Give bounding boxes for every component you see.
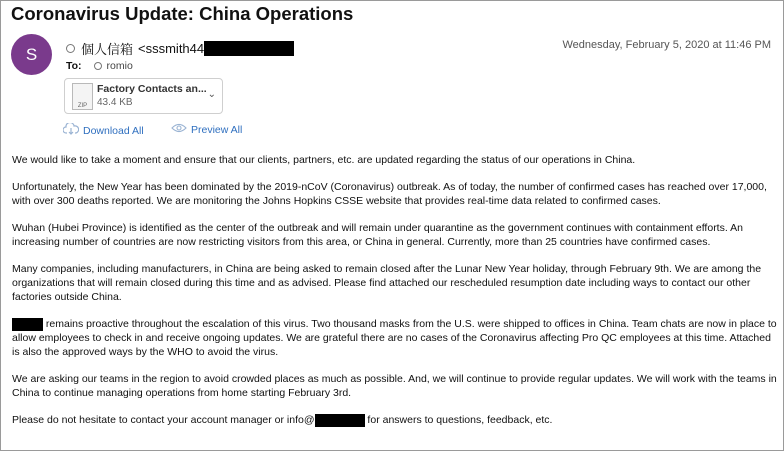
attachment-size: 43.4 KB [97, 97, 133, 108]
body-paragraph-5-text: remains proactive throughout the escalation of this virus. Two thousand masks from the U.S. were shipped to offices in China. Team chats are now in place to allow employees to check in and receive ongoing updates. We are grateful there are no cases of the Coronavirus affecting Pro QC employees at this time. Attached is also the approved ways by the WHO to avoid the virus. [12, 318, 777, 358]
preview-all-label: Preview All [191, 123, 243, 136]
body-paragraph-7-start: Please do not hesitate to contact your account manager or info@ [12, 414, 315, 426]
body-paragraph-3: Wuhan (Hubei Province) is identified as the center of the outbreak and will remain under quarantine as the government continues with containment efforts. An increasing number of countries are now restricting visitors from this area, or China in general. Currently, more than 25 countries have confirmed cases. [12, 222, 743, 248]
body-paragraph-7 [12, 413, 777, 427]
attachment-name: Factory Contacts an... [97, 83, 207, 95]
preview-all-button[interactable] [171, 123, 242, 136]
sender-avatar[interactable] [11, 34, 52, 75]
avatar-initial: S [25, 44, 38, 64]
body-paragraph-2: Unfortunately, the New Year has been dominated by the 2019-nCoV (Coronavirus) outbreak. As of today, the number of confirmed cases has reached over 17,000, with over 300 deaths reported. We are monitoring the Johns Hopkins CSSE website that provides real-time data related to confirmed cases. [12, 181, 767, 207]
zip-file-icon [72, 83, 93, 110]
body-paragraph-6: We are asking our teams in the region to avoid crowded places as much as possible. And, we will continue to provide regular updates. We will work with the teams in China to continue managing operations from home starting February 3rd. [12, 373, 777, 399]
chevron-down-icon[interactable]: ⌄ [207, 89, 216, 100]
redacted-email-domain [315, 414, 365, 427]
recipient-status-dot [94, 62, 102, 70]
email-body [12, 153, 777, 440]
sender-name: 個人信箱 [81, 42, 134, 57]
body-paragraph-5 [12, 317, 777, 359]
body-paragraph-4: Many companies, including manufacturers, in China are being asked to remain closed after the Lunar New Year holiday, through February 9th. We are among the organizations that will remain closed during this time and as advised. Please find attached our rescheduled resumption date including ways to contact our other factories outside China. [12, 263, 762, 303]
zip-label: ZIP [77, 103, 88, 109]
download-all-button[interactable] [63, 123, 144, 138]
download-all-label: Download All [83, 124, 144, 137]
eye-icon [171, 123, 187, 136]
sender-email-prefix: <sssmith44 [138, 41, 205, 56]
redacted-company-name [12, 318, 43, 331]
redacted-sender-domain [204, 41, 294, 56]
to-label: To: [66, 60, 82, 72]
email-date: Wednesday, February 5, 2020 at 11:46 PM [562, 39, 771, 51]
email-subject: Coronavirus Update: China Operations [11, 3, 354, 24]
recipient-name[interactable]: romio [106, 60, 133, 72]
attachment-tile[interactable] [64, 78, 223, 114]
recipient-row [66, 60, 133, 72]
sender-row[interactable] [66, 39, 294, 58]
sender-status-dot [66, 44, 75, 53]
cloud-download-icon [63, 123, 79, 138]
body-paragraph-7-end: for answers to questions, feedback, etc. [364, 414, 553, 426]
body-paragraph-1: We would like to take a moment and ensure that our clients, partners, etc. are updated regarding the status of our operations in China. [12, 154, 636, 166]
